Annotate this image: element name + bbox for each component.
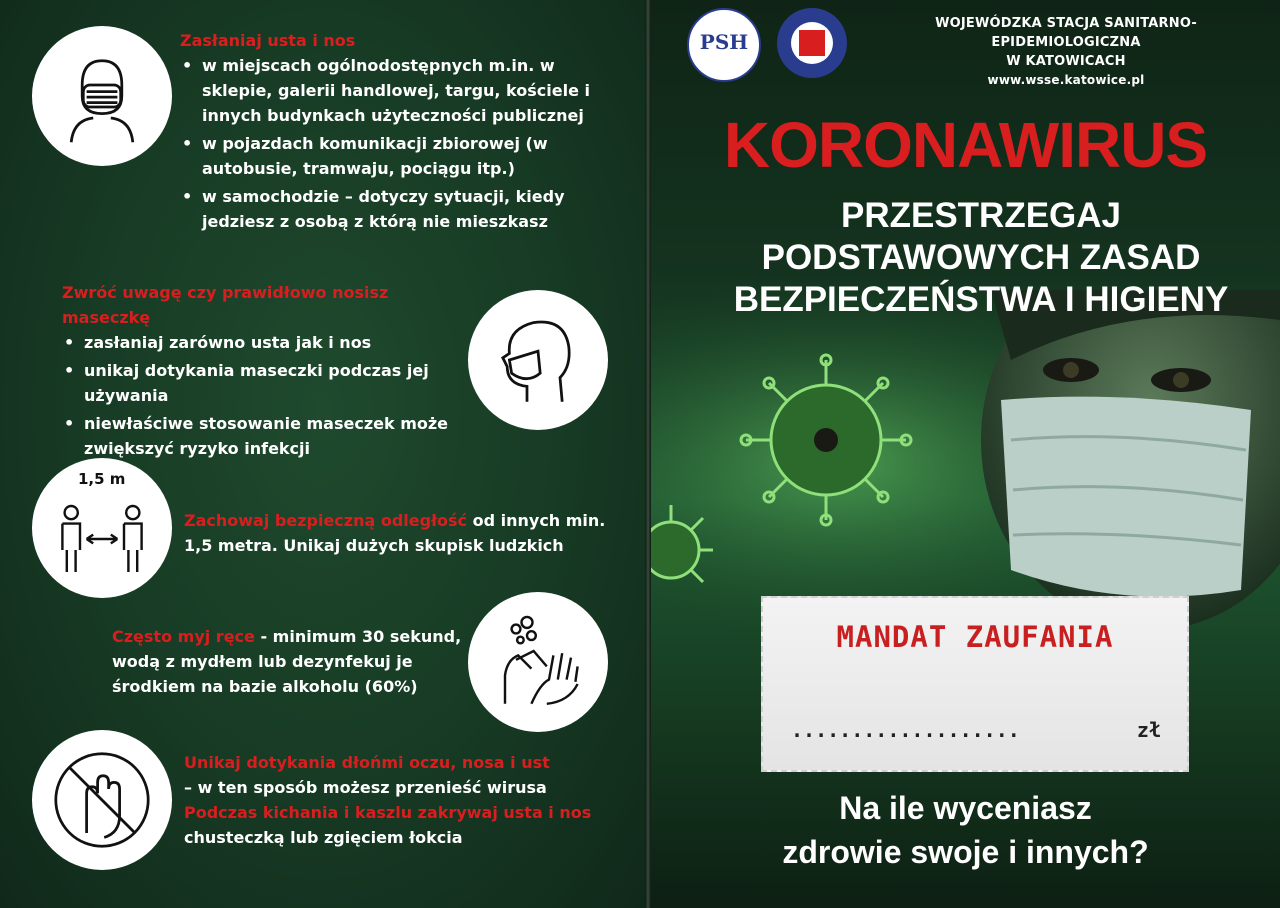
virus-woman-illustration: [651, 290, 1280, 630]
section-text: od innych min. 1,5 metra. Unikaj dużych skupisk ludzkich: [184, 511, 606, 555]
ticket-dots: ...................: [791, 718, 1020, 742]
subtitle-line: PODSTAWOWYCH ZASAD: [761, 238, 1201, 277]
psh-logo-letters: PSH: [699, 30, 749, 54]
section-text: – w ten sposób możesz przenieść wirusa: [184, 778, 547, 797]
list-item: • w pojazdach komunikacji zbiorowej (w autobusie, tramwaju, pociągu itp.): [180, 131, 630, 181]
ticket-currency: zł: [1136, 718, 1161, 742]
org-city: W KATOWICACH: [1006, 54, 1126, 69]
section-text: chusteczką lub zgięciem łokcia: [184, 828, 463, 847]
section-heading: Zwróć uwagę czy prawidłowo nosisz maseczkę: [62, 283, 389, 327]
subtitle-line: BEZPIECZEŃSTWA I HIGIENY: [733, 280, 1229, 319]
right-panel: [651, 0, 1280, 908]
list-item: • w miejscach ogólnodostępnych m.in. w sklepie, galerii handlowej, targu, kościele i innych budynkach użyteczności publicznej: [180, 53, 630, 128]
section-highlight: Często myj ręce: [112, 627, 255, 646]
section-heading: Zasłaniaj usta i nos: [180, 31, 356, 50]
section-highlight: Unikaj dotykania dłońmi oczu, nosa i ust: [184, 753, 550, 772]
section-cover-mouth: [180, 28, 630, 237]
no-touch-face-icon: [32, 730, 172, 870]
subtitle-line: PRZESTRZEGAJ: [840, 196, 1122, 235]
question-line: Na ile wyceniasz: [839, 790, 1092, 826]
question-line: zdrowie swoje i innych?: [782, 834, 1149, 870]
organization-header: [866, 14, 1266, 90]
pis-logo: [777, 8, 847, 78]
person-mask-icon: [32, 26, 172, 166]
ticket-title: MANDAT ZAUFANIA: [836, 620, 1114, 654]
distance-label: 1,5 m: [78, 470, 126, 488]
head-profile-mask-icon: [468, 290, 608, 430]
hand-washing-icon: [468, 592, 608, 732]
list-item: • zasłaniaj zarówno usta jak i nos: [62, 330, 462, 355]
section-wash-hands: [112, 624, 462, 699]
section-highlight: Zachowaj bezpieczną odległość: [184, 511, 468, 530]
list-item: • unikaj dotykania maseczki podczas jej używania: [62, 358, 462, 408]
main-title: KORONAWIRUS: [723, 109, 1208, 181]
list-item: • w samochodzie – dotyczy sytuacji, kiedy jedziesz z osobą z którą nie mieszkasz: [180, 184, 630, 234]
closing-question: [651, 786, 1280, 874]
section-wear-mask: [62, 280, 462, 464]
list-item: • niewłaściwe stosowanie maseczek może zwiększyć ryzyko infekcji: [62, 411, 462, 461]
org-url: www.wsse.katowice.pl: [987, 73, 1145, 87]
section-distance: [184, 508, 624, 558]
psh-logo: [687, 8, 761, 82]
org-name: WOJEWÓDZKA STACJA SANITARNO-EPIDEMIOLOGICZNA: [935, 16, 1197, 50]
trust-ticket: [761, 596, 1189, 772]
section-text: - minimum 30 sekund, wodą z mydłem lub dezynfekuj je środkiem na bazie alkoholu (60%): [112, 627, 462, 696]
section-highlight: Podczas kichania i kaszlu zakrywaj usta i nos: [184, 803, 592, 822]
section-no-touch: [184, 750, 624, 850]
ticket-amount-line: [791, 718, 1161, 742]
subtitle: [691, 195, 1271, 321]
